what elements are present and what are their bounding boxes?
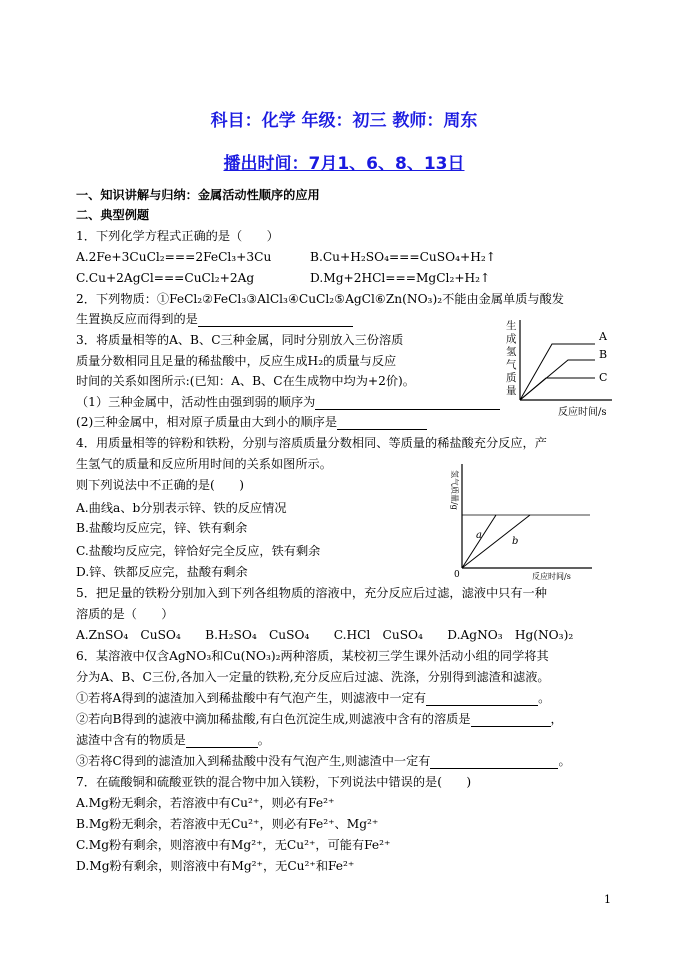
- q4-line-3: 则下列说法中不正确的是( ): [76, 478, 244, 492]
- section-heading-2: 二、典型例题: [76, 208, 150, 222]
- q3-line-5: (2)三种金属中，相对原子质量由大到小的顺序是: [76, 414, 427, 430]
- graph1-label-c: C: [599, 371, 608, 384]
- graph1-ylabel-6: 量: [506, 385, 517, 397]
- graph2-line-b: [462, 515, 530, 568]
- q3-line-3: 时间的关系如图所示:(已知：A、B、C在生成物中均为+2价)。: [76, 374, 415, 388]
- q7-stem: 7．在硫酸铜和硫酸亚铁的混合物中加入镁粉，下列说法中错误的是( ): [76, 775, 472, 789]
- q3-line-4: （1）三种金属中，活动性由强到弱的顺序为: [76, 394, 500, 410]
- graph2-ylabel: 氢气质量/g: [450, 470, 459, 510]
- q7-option-a: A.Mg粉无剩余，若溶液中有Cu²⁺，则必有Fe²⁺: [76, 796, 335, 810]
- q3-line-2: 质量分数相同且足量的稀盐酸中，反应生成H₂的质量与反应: [76, 354, 397, 368]
- q6-line-4: ②若向B得到的滤液中滴加稀盐酸,有白色沉淀生成,则滤液中含有的溶质是 ，: [76, 712, 563, 726]
- q4-option-c: C.盐酸均反应完，锌恰好完全反应，铁有剩余: [76, 544, 321, 558]
- graph1-line-a: [520, 344, 595, 400]
- q4-line-2: 生氢气的质量和反应所用时间的关系如图所示。: [76, 457, 332, 471]
- q1-option-a: A.2Fe+3CuCl₂===2FeCl₃+3Cu: [76, 250, 272, 264]
- graph1-label-b: B: [599, 348, 608, 361]
- q1-option-d: D.Mg+2HCl===MgCl₂+H₂↑: [310, 271, 491, 285]
- q6-line-6: ③若将C得到的滤渣加入到稀盐酸中没有气泡产生,则滤渣中一定有 。: [76, 754, 571, 768]
- q2-line-2: 生置换反应而得到的是: [76, 311, 353, 327]
- q4-option-b: B.盐酸均反应完，锌、铁有剩余: [76, 521, 248, 535]
- q4-option-d: D.锌、铁都反应完，盐酸有剩余: [76, 565, 248, 579]
- q1-stem: 1．下列化学方程式正确的是（ ）: [76, 229, 279, 243]
- q6-line-5: 滤渣中含有的物质是 。: [76, 733, 270, 747]
- q4-line-1: 4．用质量相等的锌粉和铁粉，分别与溶质质量分数相同、等质量的稀盐酸充分反应，产: [76, 436, 547, 450]
- graph1-ylabel-3: 氢: [506, 346, 517, 358]
- q7-option-d: D.Mg粉有剩余，则溶液中有Mg²⁺，无Cu²⁺和Fe²⁺: [76, 859, 355, 873]
- section-heading-1: 一、知识讲解与归纳：金属活动性顺序的应用: [76, 188, 320, 202]
- graph2-label-b: b: [512, 536, 519, 547]
- subject-header: 科目：化学 年级：初三 教师：周东: [210, 111, 478, 131]
- graph2-origin: 0: [454, 570, 460, 580]
- q5-line-2: 溶质的是（ ）: [76, 607, 174, 621]
- q4-option-a: A.曲线a、b分别表示锌、铁的反应情况: [76, 501, 287, 515]
- graph1-ylabel-2: 成: [506, 333, 517, 345]
- q5-line-1: 5．把足量的铁粉分别加入到下列各组物质的溶液中，充分反应后过滤，滤液中只有一种: [76, 586, 547, 600]
- page-number: 1: [604, 893, 611, 906]
- graph2-line-a: [462, 515, 496, 568]
- graph1-ylabel-4: 气: [506, 359, 517, 371]
- q5-options: A.ZnSO₄ CuSO₄ B.H₂SO₄ CuSO₄ C.HCl CuSO₄ D.AgNO₃ Hg(NO₃)₂: [76, 628, 574, 642]
- metal-reaction-graph: [500, 318, 618, 420]
- q6-line-1: 6．某溶液中仅含AgNO₃和Cu(NO₃)₂两种溶质，某校初三学生课外活动小组的同学将其: [76, 649, 549, 663]
- q1-option-c: C.Cu+2AgCl===CuCl₂+2Ag: [76, 271, 255, 285]
- q7-option-c: C.Mg粉有剩余，则溶液中有Mg²⁺，无Cu²⁺，可能有Fe²⁺: [76, 838, 391, 852]
- q1-option-b: B.Cu+H₂SO₄===CuSO₄+H₂↑: [310, 250, 496, 264]
- zinc-iron-graph: [440, 460, 600, 585]
- broadcast-time: 播出时间：7月1、6、8、13日: [223, 154, 465, 174]
- graph1-xlabel: 反应时间/s: [558, 407, 607, 418]
- graph1-ylabel-5: 质: [506, 372, 517, 384]
- q6-line-2: 分为A、B、C三份,各加入一定量的铁粉,充分反应后过滤、洗涤，分别得到滤渣和滤液。: [76, 670, 550, 684]
- graph1-label-a: A: [599, 330, 607, 343]
- q3-line-1: 3．将质量相等的A、B、C三种金属，同时分别放入三份溶质: [76, 333, 404, 347]
- graph2-xlabel: 反应时间/s: [532, 572, 571, 581]
- q2-line-1: 2．下列物质：①FeCl₂②FeCl₃③AlCl₃④CuCl₂⑤AgCl⑥Zn(NO₃)₂不能由金属单质与酸发: [76, 292, 564, 306]
- graph2-label-a: a: [476, 530, 482, 541]
- graph1-ylabel-1: 生: [506, 320, 517, 332]
- q6-line-3: ①若将A得到的滤渣加入到稀盐酸中有气泡产生，则滤液中一定有 。: [76, 691, 551, 705]
- q7-option-b: B.Mg粉无剩余，若溶液中无Cu²⁺，则必有Fe²⁺、Mg²⁺: [76, 817, 379, 831]
